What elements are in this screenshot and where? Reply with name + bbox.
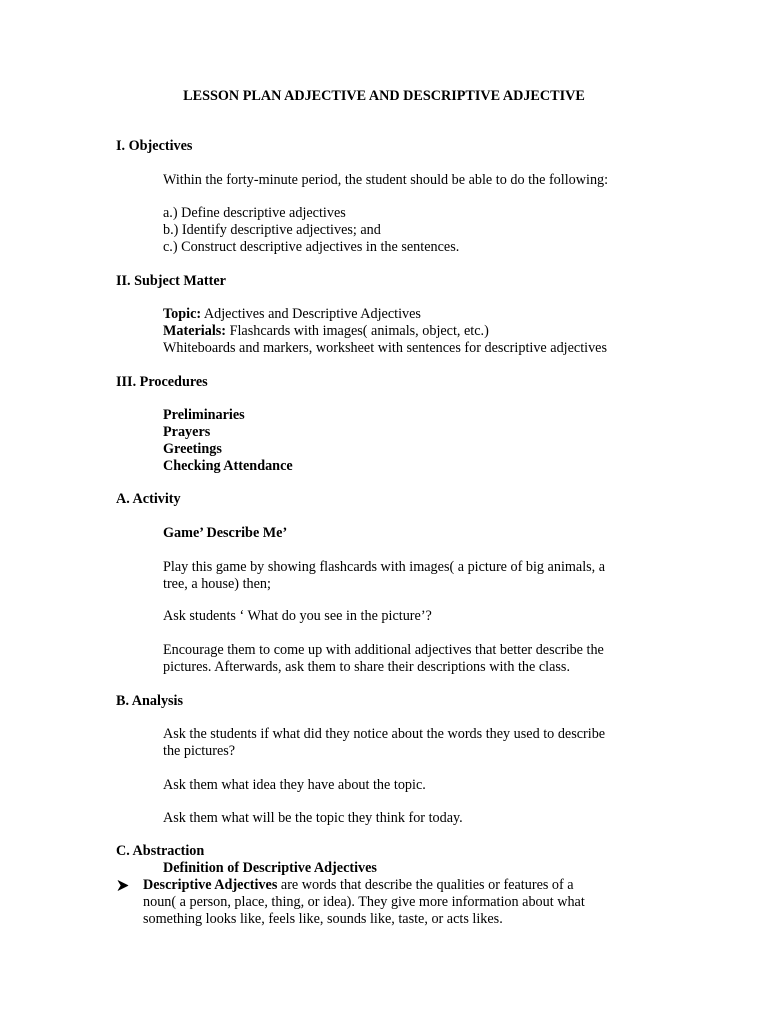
- bullet-line-rest: are words that describe the qualities or features of a: [277, 877, 574, 893]
- activity-paragraph-line: pictures. Afterwards, ask them to share their descriptions with the class.: [163, 659, 570, 675]
- materials-value: Flashcards with images( animals, object, etc.): [226, 323, 489, 339]
- materials-label: Materials:: [163, 323, 227, 339]
- topic-label: Topic:: [163, 306, 202, 322]
- objective-item: c.) Construct descriptive adjectives in the sentences.: [163, 239, 460, 255]
- procedures-heading: III. Procedures: [116, 374, 208, 390]
- materials-line: [163, 323, 489, 340]
- bullet-line: [143, 877, 574, 894]
- materials-continued: Whiteboards and markers, worksheet with sentences for descriptive adjectives: [163, 340, 607, 356]
- bullet-line: something looks like, feels like, sounds like, taste, or acts likes.: [143, 911, 503, 927]
- activity-paragraph-line: tree, a house) then;: [163, 576, 271, 592]
- activity-paragraph-line: Ask students ‘ What do you see in the picture’?: [163, 608, 432, 624]
- analysis-paragraph-line: Ask them what will be the topic they think for today.: [163, 810, 463, 826]
- activity-paragraph-line: Encourage them to come up with additional adjectives that better describe the: [163, 642, 604, 658]
- procedure-item: Checking Attendance: [163, 458, 293, 474]
- analysis-paragraph-line: Ask the students if what did they notice about the words they used to describe: [163, 726, 606, 742]
- abstraction-heading: C. Abstraction: [116, 843, 205, 859]
- game-title: Game’ Describe Me’: [163, 525, 288, 541]
- analysis-paragraph-line: the pictures?: [163, 743, 236, 759]
- bullet-line: noun( a person, place, thing, or idea). They give more information about what: [143, 894, 585, 910]
- bullet-term: Descriptive Adjectives: [143, 877, 278, 893]
- subject-matter-heading: II. Subject Matter: [116, 273, 226, 289]
- topic-value: Adjectives and Descriptive Adjectives: [201, 306, 421, 322]
- arrow-bullet-icon: [116, 877, 130, 894]
- procedure-item: Greetings: [163, 441, 222, 457]
- procedure-item: Prayers: [163, 424, 211, 440]
- activity-paragraph-line: Play this game by showing flashcards with images( a picture of big animals, a: [163, 559, 606, 575]
- objectives-intro: Within the forty-minute period, the student should be able to do the following:: [163, 172, 609, 188]
- topic-line: [163, 306, 421, 323]
- procedure-item: Preliminaries: [163, 407, 245, 423]
- objective-item: a.) Define descriptive adjectives: [163, 205, 346, 221]
- objectives-heading: I. Objectives: [116, 138, 193, 154]
- definition-title: Definition of Descriptive Adjectives: [163, 860, 377, 876]
- analysis-paragraph-line: Ask them what idea they have about the topic.: [163, 777, 426, 793]
- activity-heading: A. Activity: [116, 491, 181, 507]
- analysis-heading: B. Analysis: [116, 693, 184, 709]
- page-title: LESSON PLAN ADJECTIVE AND DESCRIPTIVE ADJECTIVE: [183, 88, 585, 104]
- objective-item: b.) Identify descriptive adjectives; and: [163, 222, 381, 238]
